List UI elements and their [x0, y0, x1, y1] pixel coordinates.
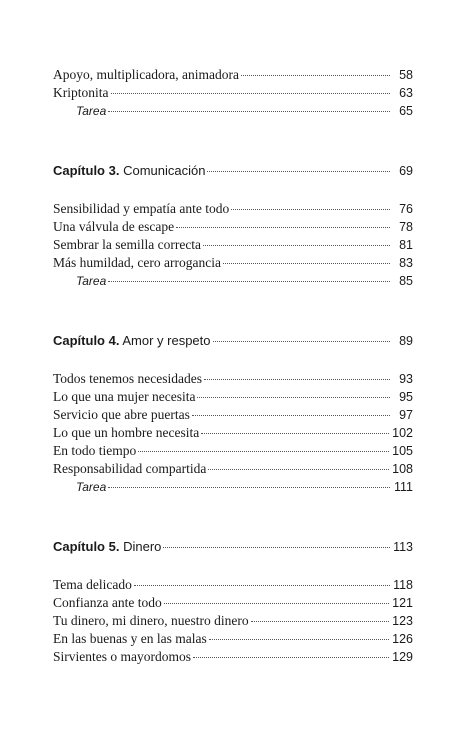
toc-entry-page: 129 [392, 650, 413, 664]
toc-entry-page: 97 [399, 408, 413, 422]
toc-entry-title: Todos tenemos necesidades [53, 371, 203, 386]
toc-entry-page: 118 [393, 578, 413, 592]
toc-entry-page: 81 [399, 238, 413, 252]
toc-entry-page: 95 [399, 390, 413, 404]
toc-entry-title: En las buenas y en las malas [53, 631, 207, 646]
dot-leader [138, 451, 389, 452]
toc-entry-page: 102 [392, 426, 413, 440]
toc-entry-title: Tema delicado [53, 577, 132, 592]
toc-entry [53, 406, 413, 424]
chapter-title [53, 538, 161, 556]
toc-entry [53, 254, 413, 272]
toc-entry-page: 58 [399, 68, 413, 82]
toc-entry-title: Lo que una mujer necesita [53, 389, 196, 404]
toc-entry-page: 83 [399, 256, 413, 270]
dot-leader [231, 209, 390, 210]
toc-entry-title: Servicio que abre puertas [53, 407, 190, 422]
toc-entry [53, 460, 413, 478]
toc-entry-tarea [53, 102, 413, 120]
toc-entry [53, 630, 413, 648]
chapter-page: 113 [393, 540, 413, 554]
dot-leader [208, 469, 389, 470]
dot-leader [223, 263, 390, 264]
chapter-page: 69 [399, 164, 413, 178]
toc-entry-page: 121 [392, 596, 413, 610]
toc-entry-title: Sensibilidad y empatía ante todo [53, 201, 230, 216]
dot-leader [203, 245, 390, 246]
dot-leader [111, 93, 391, 94]
toc-entry-title: Sembrar la semilla correcta [53, 237, 202, 252]
dot-leader [163, 547, 390, 548]
toc-entry-title: Tarea [76, 104, 107, 118]
toc-entry [53, 612, 413, 630]
chapter-name: Dinero [123, 539, 162, 554]
chapter-name: Comunicación [123, 163, 206, 178]
toc-entry-title: Tarea [76, 274, 107, 288]
toc-entry-title: Apoyo, multiplicadora, animadora [53, 67, 239, 82]
dot-leader [134, 585, 390, 586]
toc-entry-title: Responsabilidad compartida [53, 461, 207, 476]
dot-leader [164, 603, 389, 604]
toc-entry [53, 594, 413, 612]
toc-entry-tarea [53, 272, 413, 290]
toc-entry-page: 105 [392, 444, 413, 458]
dot-leader [207, 171, 390, 172]
toc-entry [53, 236, 413, 254]
toc-entry-page: 78 [399, 220, 413, 234]
toc-entry-title: Tarea [76, 480, 107, 494]
toc-entry-page: 123 [392, 614, 413, 628]
dot-leader [204, 379, 390, 380]
toc-entry-title: Una válvula de escape [53, 219, 175, 234]
toc-entry-title: Más humildad, cero arrogancia [53, 255, 221, 270]
toc-entry-title: Tu dinero, mi dinero, nuestro dinero [53, 613, 249, 628]
toc-entry-page: 108 [392, 462, 413, 476]
toc-entry-title: Sirvientes o mayordomos [53, 649, 191, 664]
toc-entry-page: 65 [399, 104, 413, 118]
toc-entry-page: 76 [399, 202, 413, 216]
chapter-heading [53, 538, 413, 558]
toc-entry [53, 66, 413, 84]
dot-leader [176, 227, 390, 228]
dot-leader [251, 621, 390, 622]
dot-leader [108, 281, 390, 282]
toc-entry [53, 424, 413, 442]
dot-leader [108, 487, 390, 488]
chapter-page: 89 [399, 334, 413, 348]
dot-leader [201, 433, 389, 434]
toc-entry-page: 126 [392, 632, 413, 646]
toc-entry-title: Kriptonita [53, 85, 109, 100]
chapter-heading [53, 332, 413, 352]
toc-entry-page: 93 [399, 372, 413, 386]
dot-leader [241, 75, 390, 76]
dot-leader [197, 397, 390, 398]
chapter-label: Capítulo 4. [53, 333, 120, 348]
chapter-label: Capítulo 5. [53, 539, 120, 554]
toc-entry [53, 442, 413, 460]
dot-leader [193, 657, 389, 658]
toc-entry-tarea [53, 478, 413, 496]
toc-entry-page: 85 [399, 274, 413, 288]
toc-entry-page: 111 [393, 480, 413, 494]
toc-entry [53, 388, 413, 406]
dot-leader [192, 415, 390, 416]
chapter-title [53, 332, 211, 350]
toc-entry-title: En todo tiempo [53, 443, 137, 458]
dot-leader [209, 639, 389, 640]
toc-entry-title: Confianza ante todo [53, 595, 162, 610]
toc-entry [53, 648, 413, 666]
toc-entry [53, 370, 413, 388]
toc-entry-title: Lo que un hombre necesita [53, 425, 200, 440]
chapter-title [53, 162, 205, 180]
toc-entry [53, 84, 413, 102]
toc-entry [53, 576, 413, 594]
dot-leader [108, 111, 390, 112]
chapter-heading [53, 162, 413, 182]
toc-entry [53, 200, 413, 218]
chapter-label: Capítulo 3. [53, 163, 120, 178]
table-of-contents [53, 66, 413, 666]
chapter-name: Amor y respeto [122, 333, 211, 348]
dot-leader [213, 341, 390, 342]
toc-entry-page: 63 [399, 86, 413, 100]
toc-entry [53, 218, 413, 236]
